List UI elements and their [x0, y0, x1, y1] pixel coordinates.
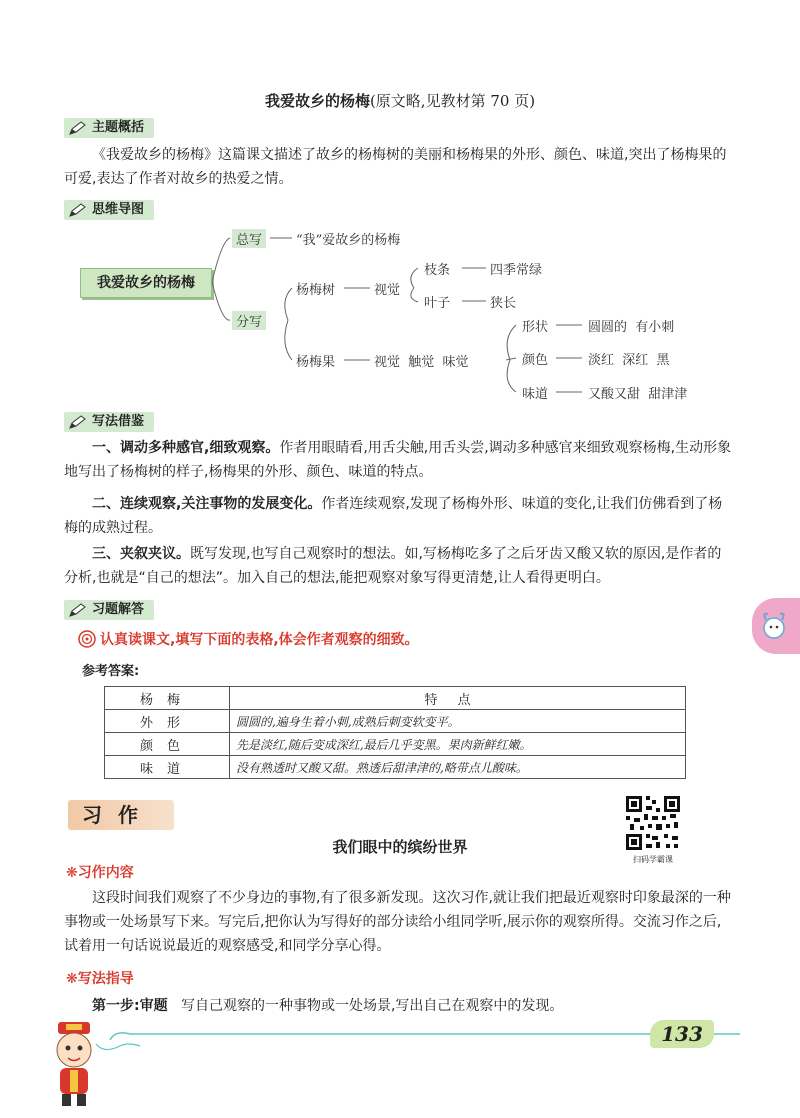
mindmap-b1-text: “我”爱故乡的杨梅 [296, 233, 401, 248]
table-row [105, 710, 686, 733]
goat-mascot-icon [752, 598, 800, 654]
mindmap-taste: 味道 [522, 387, 549, 402]
writing-point-2 [64, 492, 734, 540]
writing-point-2-text: 作者连续观察,发现了杨梅外形、味道的变化,让我们仿佛看到了杨梅的成熟过程。 [64, 496, 723, 536]
composition-title: 我们眼中的缤纷世界 [332, 838, 468, 856]
section-label: 思维导图 [92, 202, 145, 217]
table-header-cell: 特点 [230, 687, 686, 710]
section-tag-exercise [64, 600, 154, 620]
mindmap-leaf-text: 狭长 [490, 296, 517, 311]
qr-caption: 扫码学霸课 [633, 855, 673, 864]
section-label: 主题概括 [92, 120, 145, 135]
side-tab [752, 598, 800, 654]
mindmap-color: 颜色 [522, 353, 549, 368]
writing-point-3-heading: 三、夹叙夹议。 [92, 546, 190, 562]
writing-point-1-text: 作者用眼睛看,用舌尖触,用舌头尝,调动多种感官来细致观察杨梅,生动形象地写出了杨梅树的样子,杨梅果的外形、颜色、味道的特点。 [64, 440, 732, 480]
answer-table [104, 686, 686, 779]
table-cell: 味道 [105, 756, 230, 779]
theme-paragraph: 《我爱故乡的杨梅》这篇课文描述了故乡的杨梅树的美丽和杨梅果的外形、颜色、味道,突出了杨梅果的可爱,表达了作者对故乡的热爱之情。 [64, 147, 727, 187]
table-cell: 颜色 [105, 733, 230, 756]
cartoon-child-icon [42, 1020, 106, 1110]
mindmap-b1: 总写 [232, 229, 266, 248]
answer-label: 参考答案: [82, 664, 140, 679]
table-cell: 先是淡红,随后变成深红,最后几乎变黑。果肉新鲜红嫩。 [230, 733, 686, 756]
composition-content-text: 这段时间我们观察了不少身边的事物,有了很多新发现。这次习作,就让我们把最近观察时印象最深的一种事物或一处场景写下来。写完后,把你认为写得好的部分读给小组同学听,展示你的观察所得。交流习作之后,试着用一句话说说最近的观察感受,和同学分享心得。 [64, 890, 731, 954]
writing-point-2-heading: 二、连续观察,关注事物的发展变化。 [92, 496, 322, 512]
mindmap-taste-text: 又酸又甜 甜津津 [588, 387, 688, 402]
mindmap-color-text: 淡红 深红 黑 [588, 353, 670, 368]
title-sub: (原文略,见教材第 70 页) [369, 92, 536, 110]
mindmap-branch-text: 四季常绿 [490, 263, 543, 278]
table-cell: 外形 [105, 710, 230, 733]
step-label: 第一步:审题 [92, 998, 168, 1014]
question-mark-icon [78, 630, 96, 648]
step-text: 写自己观察的一种事物或一处场景,写出自己在观察中的发现。 [180, 998, 564, 1014]
table-header-cell: 杨梅 [105, 687, 230, 710]
composition-content-heading: ❋习作内容 [66, 865, 134, 881]
writing-point-1 [64, 436, 734, 484]
mindmap-tree-sense: 视觉 [374, 283, 401, 298]
footer-decoration [0, 990, 800, 1118]
mindmap-b2: 分写 [232, 311, 266, 330]
title-main: 我爱故乡的杨梅 [264, 92, 370, 110]
table-row [105, 733, 686, 756]
table-cell: 圆圆的,遍身生着小刺,成熟后刺变软变平。 [230, 710, 686, 733]
section-tag-writing [64, 412, 154, 432]
mindmap-fruit-sense: 视觉 触觉 味觉 [374, 355, 469, 370]
table-header-row [105, 687, 686, 710]
writing-point-3 [64, 542, 734, 590]
mindmap-leaf: 叶子 [424, 296, 451, 311]
writing-point-3-text: 既写发现,也写自己观察时的想法。如,写杨梅吃多了之后牙齿又酸又软的原因,是作者的分析,也就是“自己的想法”。加入自己的想法,能把观察对象写得更清楚,让人看得更明白。 [64, 546, 722, 586]
mindmap-fruit: 杨梅果 [296, 355, 336, 370]
composition-label: 习作 [68, 800, 174, 830]
section-label: 习题解答 [92, 602, 145, 617]
mindmap-root: 我爱故乡的杨梅 [80, 268, 212, 298]
mindmap-branch: 枝条 [424, 263, 451, 278]
mindmap-tree: 杨梅树 [296, 283, 336, 298]
mindmap-shape: 形状 [522, 320, 549, 335]
table-row [105, 756, 686, 779]
pencil-icon [68, 414, 88, 430]
table-cell: 没有熟透时又酸又甜。熟透后甜津津的,略带点儿酸味。 [230, 756, 686, 779]
page-number: 133 [650, 1020, 714, 1048]
mindmap-shape-text: 圆圆的 有小刺 [588, 320, 675, 335]
pencil-icon [68, 602, 88, 618]
exercise-question: 认真读课文,填写下面的表格,体会作者观察的细致。 [100, 632, 419, 648]
writing-point-1-heading: 一、调动多种感官,细致观察。 [92, 440, 280, 456]
composition-guide-heading: ❋写法指导 [66, 971, 134, 987]
section-label: 写法借鉴 [92, 414, 145, 429]
